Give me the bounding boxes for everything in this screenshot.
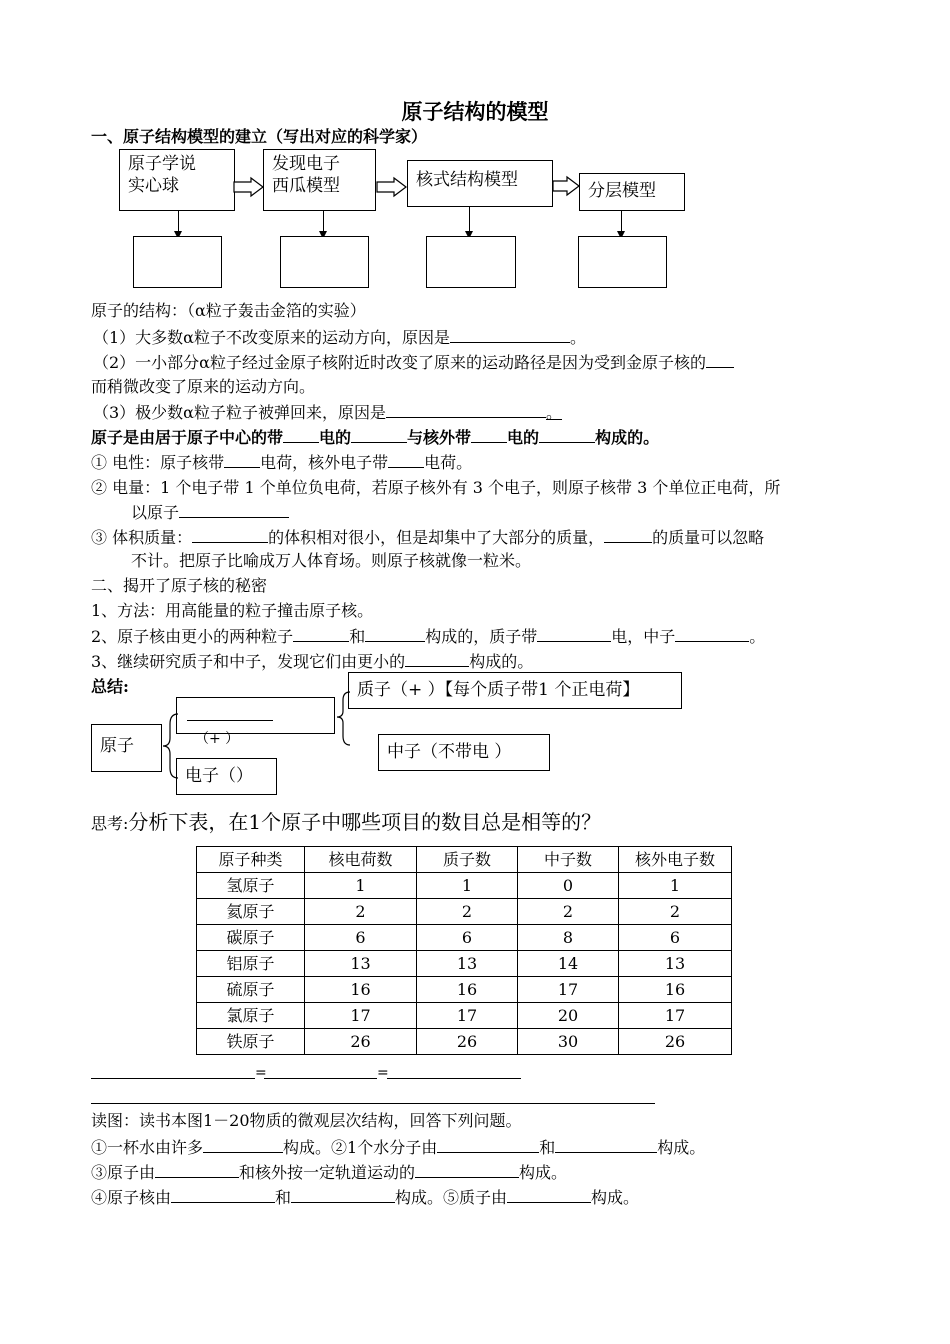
table-cell: 2	[619, 899, 732, 925]
statement-blank-4[interactable]	[539, 426, 595, 443]
m2-blank-3[interactable]	[537, 625, 611, 642]
table-cell: 17	[305, 1003, 417, 1029]
electron-box	[176, 758, 277, 795]
r3-part-c: 构成。⑤质子由	[395, 1188, 508, 1207]
table-cell: 13	[619, 951, 732, 977]
table-cell: 13	[417, 951, 518, 977]
point2-blank[interactable]	[179, 501, 289, 518]
table-header: 质子数	[417, 847, 518, 873]
flow-box-solid-sphere	[119, 149, 235, 211]
point1-blank-2[interactable]	[388, 451, 424, 468]
table-cell: 1	[619, 873, 732, 899]
table-row	[197, 925, 732, 951]
section2-composition	[91, 625, 765, 648]
statement-part-b: 电的	[319, 428, 352, 447]
question-2-line2: 而稍微改变了原来的运动方向。	[91, 377, 316, 396]
atom-data-table	[196, 846, 732, 1055]
m2-blank-2[interactable]	[365, 625, 425, 642]
point-volume-mass-line2: 不计。把原子比喻成万人体育场。则原子核就像一粒米。	[131, 551, 532, 570]
r1-part-d: 构成。	[657, 1138, 706, 1157]
r3-blank-3[interactable]	[507, 1186, 591, 1203]
table-cell: 6	[619, 925, 732, 951]
equality-blank-4[interactable]	[91, 1103, 655, 1104]
r3-part-a: ④原子核由	[91, 1188, 172, 1207]
table-cell: 16	[305, 977, 417, 1003]
equality-blank-1[interactable]	[91, 1078, 255, 1079]
statement-blank-3[interactable]	[471, 426, 507, 443]
nucleus-blank[interactable]	[187, 704, 273, 721]
table-cell: 26	[417, 1029, 518, 1055]
question-1-text: （1）大多数α粒子不改变原来的运动方向，原因是	[93, 328, 450, 347]
question-3-end: 。	[546, 403, 563, 422]
table-cell: 20	[518, 1003, 619, 1029]
section2-quarks	[91, 650, 533, 673]
point3-part-b: 的体积相对很小，但是却集中了大部分的质量，	[268, 528, 605, 547]
flow-box-3-label: 核式结构模型	[416, 170, 518, 190]
m2-part-a: 2、原子核由更小的两种粒子	[91, 627, 294, 646]
neutron-label: 中子（不带电 ）	[387, 742, 512, 762]
table-cell: 硫原子	[197, 977, 305, 1003]
reading-intro: 读图：读书本图1－20物质的微观层次结构，回答下列问题。	[91, 1111, 522, 1130]
r2-part-b: 和核外按一定轨道运动的	[239, 1163, 416, 1182]
r1-part-b: 构成。②1个水分子由	[283, 1138, 438, 1157]
hollow-arrow-icon	[552, 176, 580, 196]
flow-box-1-line1: 原子学说	[128, 154, 196, 174]
point3-part-a: ③ 体积质量：	[91, 528, 193, 547]
scientist-answer-box-2[interactable]	[280, 236, 369, 288]
table-cell: 铁原子	[197, 1029, 305, 1055]
statement-part-e: 构成的。	[595, 428, 660, 447]
question-2-text: （2）一小部分α粒子经过金原子核附近时改变了原来的运动路径是因为受到金原子核的	[93, 353, 706, 372]
question-3	[93, 401, 562, 424]
table-cell: 氦原子	[197, 899, 305, 925]
arrow-down-icon	[178, 211, 179, 237]
point3-blank-2[interactable]	[604, 526, 652, 543]
table-cell: 26	[305, 1029, 417, 1055]
m2-part-b: 和	[349, 627, 366, 646]
scientist-answer-box-4[interactable]	[578, 236, 667, 288]
electron-label: 电子（）	[185, 766, 253, 786]
brace-icon	[334, 690, 352, 748]
atom-composition-statement	[91, 426, 659, 449]
flow-box-plum-pudding	[263, 149, 376, 211]
point2-text: 以原子	[131, 503, 180, 522]
arrow-down-icon	[469, 207, 470, 237]
table-cell: 8	[518, 925, 619, 951]
table-row	[197, 1029, 732, 1055]
point3-blank-1[interactable]	[192, 526, 268, 543]
point1-blank-1[interactable]	[224, 451, 260, 468]
brace-icon	[160, 712, 180, 780]
flow-box-2-line1: 发现电子	[272, 154, 340, 174]
arrow-down-icon	[323, 211, 324, 237]
r1-part-a: ①一杯水由许多	[91, 1138, 204, 1157]
r2-blank-1[interactable]	[155, 1161, 239, 1178]
r2-part-a: ③原子由	[91, 1163, 156, 1182]
scientist-answer-box-3[interactable]	[426, 236, 516, 288]
question-2-blank[interactable]	[706, 351, 734, 368]
r2-blank-2[interactable]	[415, 1161, 519, 1178]
question-3-text: （3）极少数α粒子粒子被弹回来，原因是	[93, 403, 386, 422]
statement-blank-1[interactable]	[283, 426, 319, 443]
m3-part-b: 构成的。	[469, 652, 534, 671]
point-charge-amount-line1: ② 电量：1 个电子带 1 个单位负电荷，若原子核外有 3 个电子，则原子核带 3 个单位正电荷，所	[91, 478, 781, 497]
table-cell: 1	[417, 873, 518, 899]
table-cell: 16	[619, 977, 732, 1003]
summary-label: 总结:	[91, 677, 129, 696]
statement-part-a: 原子是由居于原子中心的带	[91, 428, 284, 447]
equals-sign: =	[255, 1065, 267, 1081]
table-cell: 铝原子	[197, 951, 305, 977]
question-3-blank[interactable]	[386, 401, 546, 418]
table-cell: 碳原子	[197, 925, 305, 951]
table-cell: 26	[619, 1029, 732, 1055]
proton-label: 质子（+ ）【每个质子带1 个正电荷】	[357, 680, 640, 700]
arrow-down-icon	[621, 211, 622, 237]
section1-heading: 一、原子结构模型的建立（写出对应的科学家）	[91, 127, 428, 146]
scientist-answer-box-1[interactable]	[133, 236, 222, 288]
table-cell: 17	[518, 977, 619, 1003]
page-title: 原子结构的模型	[401, 99, 549, 124]
table-row	[197, 977, 732, 1003]
table-header-row	[197, 847, 732, 873]
table-header: 原子种类	[197, 847, 305, 873]
atom-box	[91, 724, 162, 772]
hollow-arrow-icon	[233, 177, 265, 197]
hollow-arrow-icon	[376, 177, 408, 197]
think-text: 分析下表，在1个原子中哪些项目的数目总是相等的？	[128, 810, 602, 834]
table-cell: 30	[518, 1029, 619, 1055]
r1-part-c: 和	[539, 1138, 556, 1157]
flow-box-2-line2: 西瓜模型	[272, 176, 340, 196]
m2-part-d: 电，中子	[611, 627, 676, 646]
point-charge-amount-line2	[131, 501, 289, 524]
statement-part-c: 与核外带	[407, 428, 472, 447]
table-cell: 1	[305, 873, 417, 899]
table-cell: 2	[305, 899, 417, 925]
think-prefix: 思考:	[91, 814, 129, 833]
r3-part-b: 和	[275, 1188, 292, 1207]
r1-blank-2[interactable]	[437, 1136, 539, 1153]
table-cell: 17	[417, 1003, 518, 1029]
table-header: 核外电子数	[619, 847, 732, 873]
m2-blank-4[interactable]	[675, 625, 749, 642]
statement-blank-2[interactable]	[351, 426, 407, 443]
statement-part-d: 电的	[507, 428, 540, 447]
equality-blank-3[interactable]	[387, 1078, 521, 1079]
table-cell: 氢原子	[197, 873, 305, 899]
question-2-line1	[93, 351, 734, 374]
table-cell: 14	[518, 951, 619, 977]
point3-part-c: 的质量可以忽略	[652, 528, 765, 547]
reading-q3	[91, 1186, 639, 1209]
table-row	[197, 1003, 732, 1029]
m2-blank-1[interactable]	[293, 625, 349, 642]
flow-box-shell-model	[579, 173, 685, 211]
table-row	[197, 899, 732, 925]
r3-blank-2[interactable]	[291, 1186, 395, 1203]
table-cell: 13	[305, 951, 417, 977]
r1-blank-1[interactable]	[203, 1136, 283, 1153]
point-volume-mass-line1	[91, 526, 764, 549]
section2-heading: 二、揭开了原子核的秘密	[91, 576, 268, 595]
table-cell: 2	[417, 899, 518, 925]
point1-part-b: 电荷，核外电子带	[260, 453, 389, 472]
atom-label: 原子	[100, 736, 134, 756]
proton-box	[348, 672, 682, 709]
nucleus-box	[176, 697, 335, 747]
table-header: 中子数	[518, 847, 619, 873]
nucleus-charge: （+ ）	[195, 731, 240, 747]
neutron-box	[378, 734, 550, 771]
reading-q1	[91, 1136, 705, 1159]
r2-part-c: 构成。	[519, 1163, 568, 1182]
point1-part-c: 电荷。	[424, 453, 473, 472]
table-cell: 17	[619, 1003, 732, 1029]
m2-part-c: 构成的，质子带	[425, 627, 538, 646]
m3-blank[interactable]	[405, 650, 469, 667]
table-row	[197, 873, 732, 899]
table-cell: 6	[305, 925, 417, 951]
point1-part-a: ① 电性：原子核带	[91, 453, 225, 472]
flow-box-nuclear-model	[407, 160, 553, 207]
point-charge-type	[91, 451, 472, 474]
table-cell: 氯原子	[197, 1003, 305, 1029]
r3-part-d: 构成。	[591, 1188, 640, 1207]
question-1-end: 。	[570, 328, 587, 347]
r1-blank-3[interactable]	[555, 1136, 657, 1153]
table-cell: 0	[518, 873, 619, 899]
think-question	[91, 808, 601, 838]
equality-blank-2[interactable]	[264, 1078, 377, 1079]
question-1-blank[interactable]	[450, 326, 570, 343]
table-cell: 6	[417, 925, 518, 951]
table-cell: 2	[518, 899, 619, 925]
question-1	[93, 326, 586, 349]
table-row	[197, 951, 732, 977]
section2-method: 1、方法：用高能量的粒子撞击原子核。	[91, 601, 374, 620]
equals-sign: =	[377, 1065, 389, 1081]
m2-part-e: 。	[749, 627, 766, 646]
table-header: 核电荷数	[305, 847, 417, 873]
reading-q2	[91, 1161, 567, 1184]
m3-part-a: 3、继续研究质子和中子，发现它们由更小的	[91, 652, 406, 671]
flow-box-4-label: 分层模型	[588, 181, 656, 201]
r3-blank-1[interactable]	[171, 1186, 275, 1203]
table-cell: 16	[417, 977, 518, 1003]
flow-box-1-line2: 实心球	[128, 176, 179, 196]
structure-intro: 原子的结构：（α粒子轰击金箔的实验）	[91, 301, 366, 320]
